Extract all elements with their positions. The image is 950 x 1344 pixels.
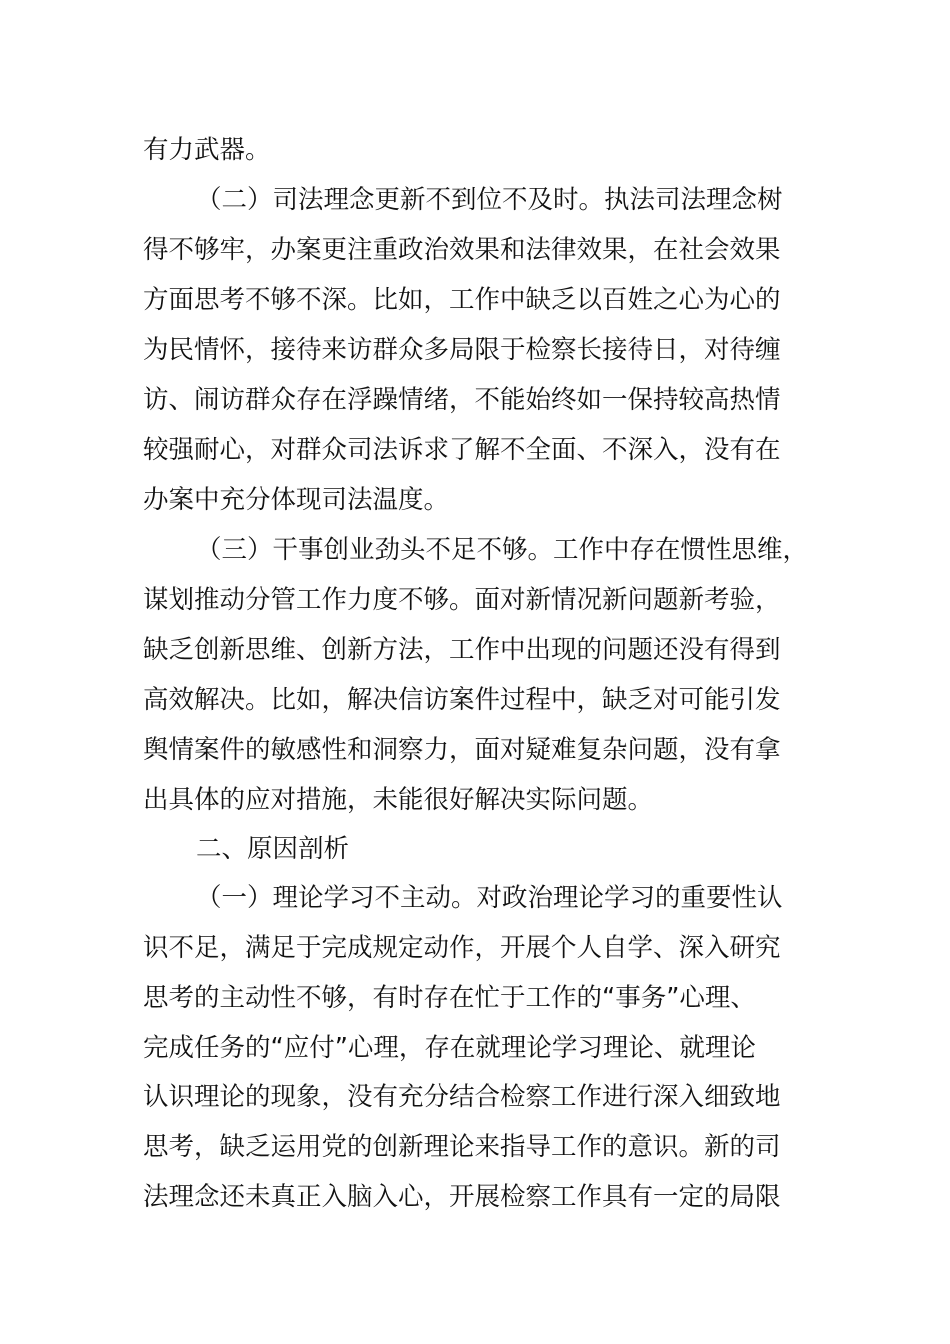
text-line: 认识理论的现象，没有充分结合检察工作进行深入细致地 (143, 1082, 781, 1112)
section-heading: 二、原因剖析 (196, 834, 350, 864)
text-line: 法理念还未真正入脑入心，开展检察工作具有一定的局限 (143, 1182, 781, 1212)
text-line: 出具体的应对措施，未能很好解决实际问题。 (143, 785, 654, 815)
text-line: 访、闹访群众存在浮躁情绪，不能始终如一保持较高热情 (143, 385, 781, 415)
text-line: 识不足，满足于完成规定动作，开展个人自学、深入研究 (143, 933, 781, 963)
text-line: 有力武器。 (143, 135, 271, 165)
paragraph-heading-2: （二）司法理念更新不到位不及时。执法司法理念树 (196, 185, 783, 215)
text-line: 较强耐心，对群众司法诉求了解不全面、不深入，没有在 (143, 435, 781, 465)
paragraph-heading-1: （一）理论学习不主动。对政治理论学习的重要性认 (196, 883, 783, 913)
text-line: 缺乏创新思维、创新方法，工作中出现的问题还没有得到 (143, 635, 781, 665)
text-line: 高效解决。比如，解决信访案件过程中，缺乏对可能引发 (143, 685, 781, 715)
text-line: 谋划推动分管工作力度不够。面对新情况新问题新考验， (143, 585, 781, 615)
text-line: 完成任务的“应付”心理，存在就理论学习理论、就理论 (143, 1033, 756, 1063)
text-line: 思考，缺乏运用党的创新理论来指导工作的意识。新的司 (143, 1132, 781, 1162)
text-line: 舆情案件的敏感性和洞察力，面对疑难复杂问题，没有拿 (143, 735, 781, 765)
text-line: 办案中充分体现司法温度。 (143, 485, 450, 515)
text-line: 思考的主动性不够，有时存在忙于工作的“事务”心理、 (143, 983, 756, 1013)
text-line: 方面思考不够不深。比如，工作中缺乏以百姓之心为心的 (143, 285, 781, 315)
paragraph-heading-3: （三）干事创业劲头不足不够。工作中存在惯性思维， (196, 535, 809, 565)
text-line: 得不够牢，办案更注重政治效果和法律效果，在社会效果 (143, 235, 781, 265)
text-line: 为民情怀，接待来访群众多局限于检察长接待日，对待缠 (143, 335, 781, 365)
